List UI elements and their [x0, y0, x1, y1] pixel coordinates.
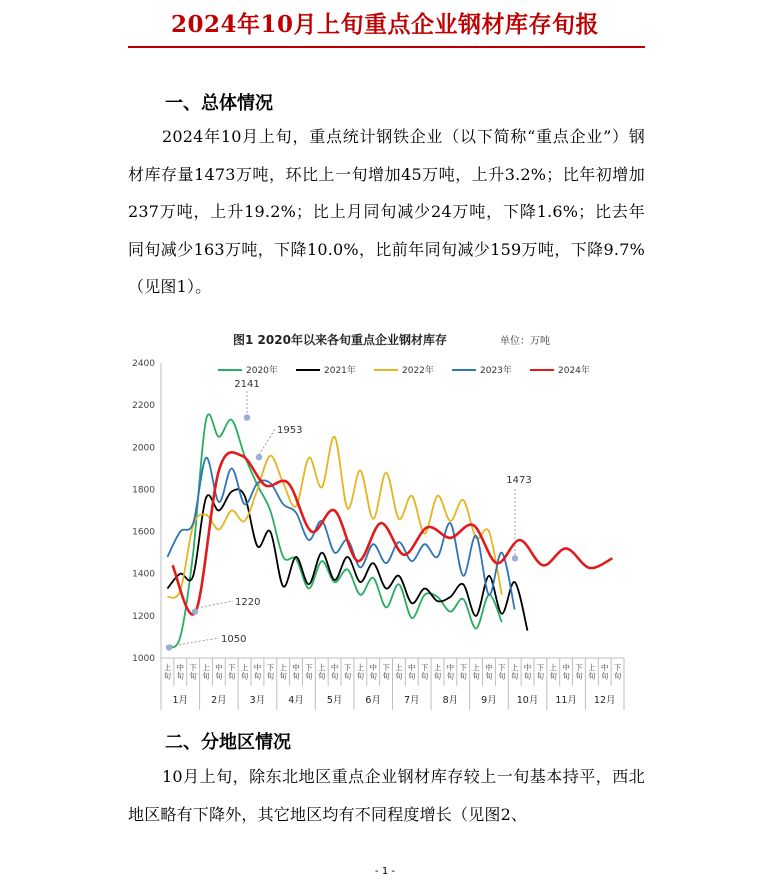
month-label: 4月: [288, 695, 304, 706]
x-tick-label: 中旬: [330, 663, 339, 681]
x-tick-label: 下旬: [575, 663, 583, 681]
chart-axes: [132, 359, 624, 710]
x-tick-label: 中旬: [600, 663, 609, 681]
x-tick-label: 中旬: [253, 663, 262, 681]
chart-unit: 单位：万吨: [500, 336, 550, 347]
title-divider: [128, 46, 645, 48]
x-tick-label: 下旬: [459, 663, 467, 681]
legend-label: 2022年: [402, 366, 434, 376]
x-tick-label: 上旬: [510, 663, 519, 681]
x-tick-label: 中旬: [292, 663, 300, 681]
series-line-2023: [167, 458, 514, 610]
legend-label: 2020年: [246, 366, 278, 376]
x-tick-label: 下旬: [343, 663, 352, 681]
annotation-label: 1473: [506, 475, 532, 486]
month-label: 10月: [516, 695, 539, 706]
x-tick-label: 上旬: [395, 663, 403, 681]
document-title: 2024年10月上旬重点企业钢材库存旬报: [170, 11, 600, 38]
annotation-leader: [259, 429, 275, 455]
section2-paragraph: [128, 758, 645, 833]
month-label: 7月: [404, 695, 420, 706]
month-label: 1月: [172, 695, 189, 706]
x-tick-label: 上旬: [472, 663, 480, 681]
x-tick-label: 上旬: [318, 663, 326, 681]
section2-heading: 二、分地区情况: [165, 732, 291, 753]
y-tick-label: 2200: [132, 401, 155, 412]
x-tick-label: 下旬: [227, 663, 236, 681]
x-tick-label: 上旬: [240, 663, 249, 681]
annotation-point: [244, 414, 250, 420]
x-tick-label: 下旬: [382, 663, 390, 681]
month-label: 8月: [442, 695, 459, 706]
x-tick-label: 上旬: [433, 663, 442, 681]
annotation-point: [512, 555, 518, 561]
annotation-label: 1220: [235, 597, 261, 608]
annotation-label: 2141: [234, 379, 260, 390]
x-tick-label: 下旬: [305, 663, 313, 681]
x-tick-label: 上旬: [279, 663, 287, 681]
x-tick-label: 上旬: [549, 663, 558, 681]
y-tick-label: 1200: [132, 611, 155, 622]
section1-paragraph: [128, 118, 645, 306]
month-label: 5月: [326, 695, 343, 706]
chart-annotations: [166, 379, 532, 651]
annotation-label: 1953: [277, 425, 303, 436]
x-tick-label: 中旬: [446, 663, 455, 681]
x-tick-label: 中旬: [562, 663, 570, 681]
month-label: 12月: [593, 695, 616, 706]
series-line-2022: [167, 437, 501, 598]
month-label: 11月: [555, 695, 577, 706]
annotation-label: 1050: [221, 634, 247, 645]
series-line-2020: [167, 414, 501, 647]
x-tick-label: 中旬: [215, 663, 223, 681]
section1-heading: 一、总体情况: [165, 93, 273, 114]
month-label: 2月: [211, 695, 227, 706]
x-tick-label: 上旬: [588, 663, 596, 681]
x-tick-label: 下旬: [189, 663, 197, 681]
legend-label: 2024年: [558, 366, 590, 376]
x-tick-label: 上旬: [202, 663, 210, 681]
chart-title: 图1 2020年以来各旬重点企业钢材库存: [233, 333, 447, 347]
x-tick-label: 上旬: [163, 663, 172, 681]
annotation-point: [166, 644, 172, 650]
x-tick-label: 下旬: [536, 663, 545, 681]
x-tick-label: 中旬: [176, 663, 185, 681]
section2-text: 10月上旬，除东北地区重点企业钢材库存较上一旬基本持平，西北地区略有下降外，其它地区均有不同程度增长（见图2、: [128, 767, 645, 824]
section1-text: 2024年10月上旬，重点统计钢铁企业（以下简称“重点企业”）钢材库存量1473万吨，环比上一旬增加45万吨，上升3.2%；比年初增加237万吨，上升19.2%；比上月同旬减少24万吨，下降1.6%；比去年同旬减少163万吨，下降10.0%，比前年同旬减少159万吨，下降9.7%（见图1）。: [128, 127, 645, 297]
annotation-leader: [197, 601, 233, 608]
y-tick-label: 1800: [132, 485, 155, 496]
x-tick-label: 上旬: [356, 663, 365, 681]
month-label: 3月: [249, 695, 266, 706]
chart-series: [167, 414, 612, 647]
x-tick-label: 中旬: [523, 663, 532, 681]
x-tick-label: 下旬: [613, 663, 622, 681]
y-tick-label: 1400: [132, 569, 155, 580]
month-label: 9月: [481, 695, 497, 706]
inventory-chart: [125, 325, 640, 715]
page-number: - 1 -: [375, 866, 395, 877]
legend-label: 2023年: [480, 366, 512, 376]
chart-legend: [218, 364, 590, 376]
annotation-point: [192, 608, 198, 614]
x-tick-label: 中旬: [369, 663, 377, 681]
x-tick-label: 下旬: [266, 663, 275, 681]
x-tick-label: 中旬: [485, 663, 493, 681]
x-tick-label: 下旬: [420, 663, 429, 681]
y-tick-label: 2000: [132, 443, 155, 454]
x-tick-label: 下旬: [498, 663, 506, 681]
y-tick-label: 1600: [132, 527, 155, 538]
x-tick-label: 中旬: [408, 663, 416, 681]
series-line-2024: [173, 452, 613, 614]
y-tick-label: 2400: [132, 359, 155, 369]
y-tick-label: 1000: [132, 654, 155, 664]
month-label: 6月: [365, 695, 381, 706]
legend-label: 2021年: [324, 366, 356, 376]
series-line-2021: [167, 489, 527, 630]
